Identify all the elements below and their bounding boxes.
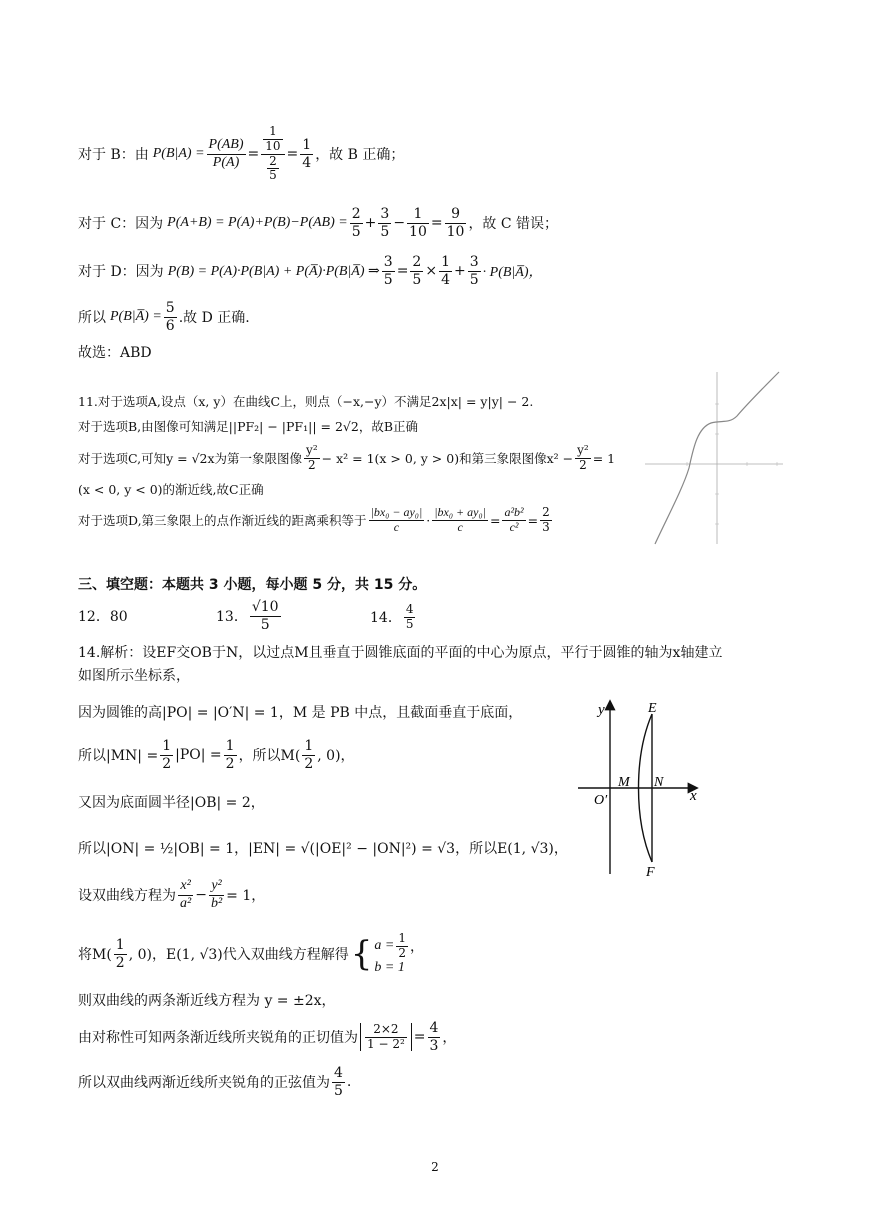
sol-line-10: 由对称性可知两条渐近线所夹锐角的正切值为 $\frac{2\times 2}{\text{1 − 2²}}$ = $\frac{4}{3}$ ，	[78, 1020, 457, 1054]
answer-14: 14． $\frac{4}{5}$	[370, 601, 414, 631]
q11-b: 对于选项B,由图像可知满足||PF₂| − |PF₁|| = 2√2，故B正确	[78, 419, 419, 434]
sol-line-2: 如图所示坐标系，	[78, 668, 190, 684]
sol-line-3: 因为圆锥的高|PO| = |O′N| = 1，M 是 PB 中点，且截面垂直于底面，	[78, 705, 523, 721]
fig-label-y: y	[598, 702, 605, 718]
fig-label-m: M	[618, 775, 630, 790]
q11-graph	[645, 368, 785, 546]
hyperbola-figure	[574, 696, 704, 880]
line-d: 对于 D：因为 P(B) = P(A)·P(B|A) + P(A̅)·P(B|A̅) ⇒ $\frac{3}{5}$ = $\frac{2}{5}$ × $\frac{1}{4}$ + $\frac{3}{5}$ · P(B|A̅)，	[78, 254, 543, 288]
q11-c: 对于选项C,可知y = √2x为第一象限图像 $\frac{\text{y²}}{2}$ − x² = 1(x > 0, y > 0)和第三象限图像x² − $\frac{\text{y²}}{2}$ = 1	[78, 442, 616, 472]
section-3-title: 三、填空题：本题共 3 小题，每小题 5 分，共 15 分。	[78, 577, 427, 593]
sol-line-1: 14.解析：设EF交OB于N，以过点M且垂直于圆锥底面的平面的中心为原点，平行于圆锥的轴为x轴建立	[78, 645, 723, 661]
fig-label-x: x	[690, 788, 697, 804]
sol-line-9: 则双曲线的两条渐近线方程为 y = ±2x，	[78, 993, 336, 1009]
sol-line-11: 所以双曲线两渐近线所夹锐角的正弦值为 $\frac{4}{5}$ .	[78, 1065, 352, 1099]
sol-line-7: 设双曲线方程为 $\frac{\text{x²}}{\text{a²}}$ − $\frac{\text{y²}}{\text{b²}}$ = 1，	[78, 878, 266, 911]
fig-label-e: E	[648, 701, 657, 716]
line-c: 对于 C：因为 P(A+B) = P(A)+P(B)−P(AB) = $\frac{2}{5}$ + $\frac{3}{5}$ − $\frac{1}{10}$ = $\frac{9}{10}$ ，故 C 错误；	[78, 206, 559, 240]
answer-13: 13． $\frac{√10}{5}$	[216, 599, 279, 633]
sol-line-4: 所以|MN| = $\frac{1}{2}$ |PO| = $\frac{1}{2}$ ，所以M( $\frac{1}{2}$ , 0)，	[78, 738, 355, 772]
answer-12: 12．80	[78, 609, 128, 625]
frac-pab: $\frac{P(AB)}{P(A)}$	[208, 137, 244, 170]
line-d2: 所以 P(B|A̅) = $\frac{5}{6}$ .故 D 正确.	[78, 300, 250, 334]
frac-complex: $\frac{\frac{1}{10}}{\frac{2}{5}}$	[261, 125, 284, 183]
fig-label-o: O′	[594, 793, 608, 808]
sol-line-6: 所以|ON| = ½|OB| = 1，|EN| = √(|OE|² − |ON|²) = √3，所以E(1, √3)，	[78, 841, 568, 857]
q11-d: (x < 0, y < 0)的渐近线,故C正确	[78, 482, 264, 497]
line-answer: 故选：ABD	[78, 345, 152, 361]
sol-line-5: 又因为底面圆半径|OB| = 2，	[78, 795, 265, 811]
fig-label-f: F	[646, 865, 655, 880]
q11-e: 对于选项D,第三象限上的点作渐近线的距离乘积等于 $\frac{\text{|bx₀ − ay₀|}}{c}$ · $\frac{\text{|bx₀ + ay₀|}}{c}$ = $\frac{\text{a²b²}}{\text{c²}}$ = $\frac{2}{3}$	[78, 504, 550, 534]
line-b: 对于 B：由 P(B|A) = $\frac{P(AB)}{P(A)}$ = $\frac{\frac{1}{10}}{\frac{2}{5}}$ = $\frac{1}{4}$ ，故 B 正确；	[78, 123, 405, 183]
page-number: 2	[431, 1160, 439, 1174]
sol-line-8: 将M( $\frac{1}{2}$ , 0)，E(1, √3)代入双曲线方程解得 { a = $\frac{1}{2}$ ， b = 1	[78, 930, 425, 976]
frac-one-four: $\frac{1}{4}$	[302, 137, 312, 171]
fig-label-n: N	[654, 775, 664, 790]
q11-a: 11.对于选项A,设点（x, y）在曲线C上，则点（−x,−y）不满足2x|x| = y|y| − 2.	[78, 394, 534, 409]
